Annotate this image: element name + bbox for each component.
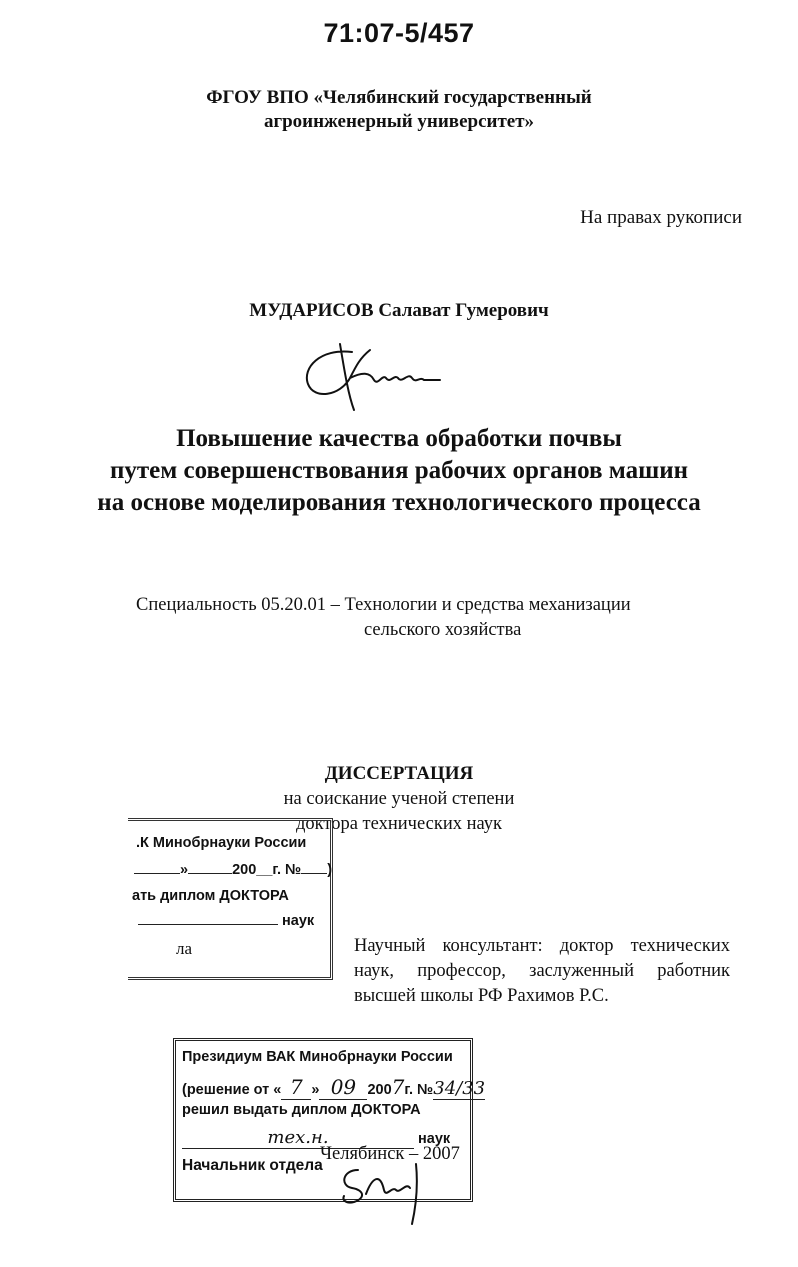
stamp-date-prefix: (решение от « <box>182 1082 282 1098</box>
scientific-consultant: Научный консультант: доктор технических наук, профессор, заслуженный работник высшей школы РФ Рахимов Р.С. <box>354 936 730 1006</box>
stamp-partial-number-label: 200__г. № <box>232 862 302 878</box>
vak-stamp-partial <box>128 818 333 980</box>
stamp-date-year-hand: 7 <box>391 1075 405 1099</box>
stamp-partial-science: наук <box>282 913 315 929</box>
author-signature <box>300 338 450 416</box>
stamp-date-day: 7 <box>281 1075 311 1100</box>
specialty-line-1: Специальность 05.20.01 – Технологии и средства механизации <box>136 595 631 615</box>
title-line-3: на основе моделирования технологического процесса <box>97 489 701 516</box>
stamp-line-5: Начальник отдела <box>182 1157 323 1174</box>
degree-line-1: на соискание ученой степени <box>283 789 515 809</box>
stamp-line-1: Президиум ВАК Минобрнауки России <box>182 1049 453 1065</box>
organization-line-2: агроинженерный университет» <box>263 111 535 132</box>
stamp-date-year: 200 <box>367 1082 392 1098</box>
stamp-line-2: (решение от « 7 » 09 2007г. №34/33 <box>182 1075 486 1099</box>
stamp-partial-line-3: ать диплом ДОКТОРА <box>132 888 289 904</box>
stamp-number-label: г. № <box>404 1082 434 1098</box>
document-code: 71:07-5/457 <box>323 18 475 48</box>
author-name: МУДАРИСОВ Салават Гумерович <box>249 300 549 321</box>
organization-line-1: ФГОУ ВПО «Челябинский государственный <box>206 87 592 108</box>
specialty-line-2: сельского хозяйства <box>364 620 522 640</box>
stamp-science-label: наук <box>418 1131 451 1147</box>
stamp-number: 34/33 <box>433 1078 486 1099</box>
title-line-1: Повышение качества обработки почвы <box>176 425 622 452</box>
degree-line-2: доктора технических наук <box>295 814 503 834</box>
organization-name <box>0 86 798 134</box>
title-line-2: путем совершенствования рабочих органов машин <box>109 457 689 484</box>
stamp-line-3: решил выдать диплом ДОКТОРА <box>182 1102 421 1118</box>
stamp-date-month: 09 <box>319 1075 367 1100</box>
stamp-signature <box>336 1160 446 1226</box>
dissertation-heading: ДИССЕРТАЦИЯ <box>324 763 474 784</box>
dissertation-title <box>0 423 798 519</box>
stamp-partial-line-4 <box>138 913 314 929</box>
city-year: Челябинск – 2007 <box>320 1144 460 1164</box>
stamp-science-hand: тех.н. <box>182 1127 414 1149</box>
rights-note: На правах рукописи <box>580 207 742 228</box>
stamp-partial-line-1: .К Минобрнауки России <box>136 835 307 851</box>
stamp-partial-line-5: ла <box>176 939 193 958</box>
stamp-partial-line-2: » 200__г. № ) <box>134 862 324 878</box>
